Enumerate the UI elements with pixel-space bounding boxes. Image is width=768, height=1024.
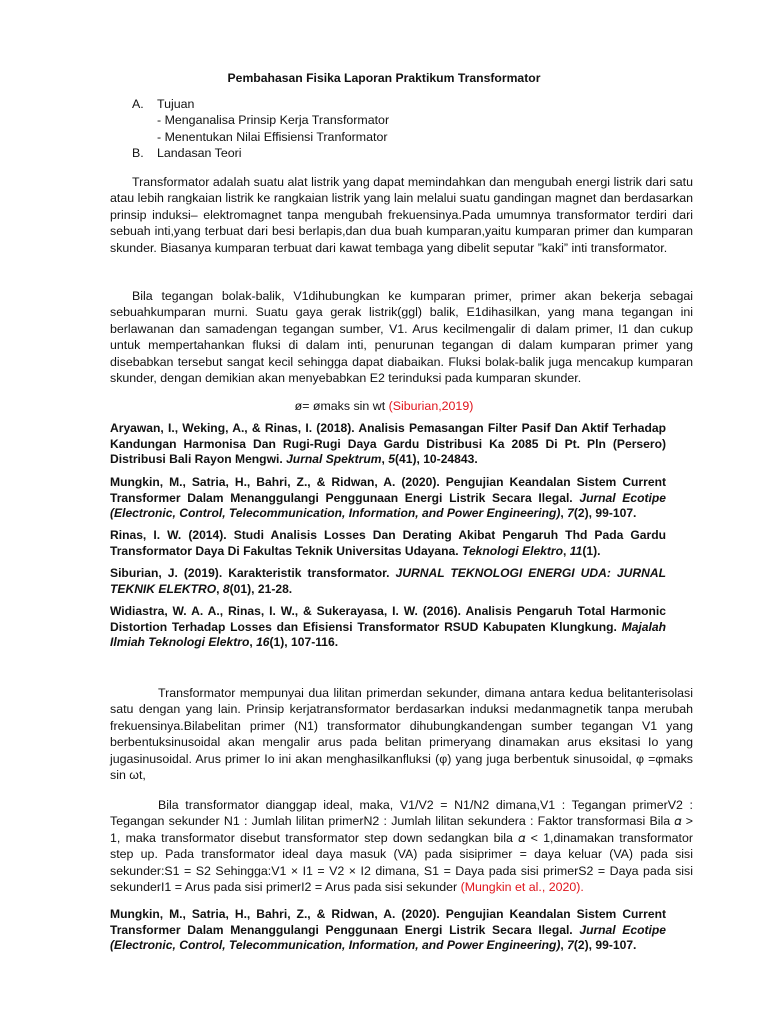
reference-journal: Jurnal Ecotipe (Electronic, Control, Telecommunication, Information, and Power Engineering)	[110, 490, 666, 520]
paragraph-text: Transformator adalah suatu alat listrik yang dapat memindahkan dan mengubah energi listrik dari satu atau lebih rangkaian listrik ke rangkaian listrik yang lain melalui suatu gandingan magnet dan berdasarkan prinsip induksi– elektromagnet tanpa mengubah frekuensinya.Pada umumnya transformator terdiri dari sebuah inti,yang terbuat dari besi berlapis,dan dua buah kumparan,yaitu kumparan primer dan kumparan skunder. Biasanya kumparan terbuat dari kawat tembaga yang dibelit seputar ”kaki” inti transformator.	[110, 175, 693, 255]
reference-entry: Siburian, J. (2019). Karakteristik transformator. JURNAL TEKNOLOGI ENERGI UDA: JURNAL TEKNIK ELEKTRO, 8(01), 21-28.	[110, 566, 666, 596]
paragraph-text: Bila tegangan bolak-balik, V1dihubungkan ke kumparan primer, primer akan bekerja sebagai sebuahkumparan murni. Suatu gaya gerak listrik(ggl) balik, E1dihasilkan, yang mana tegangan ini berlawanan dan samadengan tegangan sumber, V1. Arus kecilmengalir di dalam primer, I1 dan cukup untuk mempertahankan fluksi di dalam inti, penurunan tegangan di dalam kumparan primer yang disebabkan tersebut sangat kecil sehingga dapat diabaikan. Fluksi bolak-balik juga mencakup kumparan skunder, dengan demikian akan menyebabkan E2 terinduksi pada kumparan skunder.	[110, 289, 693, 386]
reference-volume: 7	[567, 938, 574, 952]
paragraph-principle	[110, 288, 693, 386]
outline-subitem: - Menganalisa Prinsip Kerja Transformator	[157, 113, 390, 128]
reference-text: Rinas, I. W. (2014). Studi Analisis Losses Dan Derating Akibat Pengaruh Thd Pada Gardu Transformator Daya Di Fakultas Teknik Universitas Udayana.	[110, 528, 666, 558]
reference-pages: (1).	[582, 543, 601, 558]
paragraph-text: Bila transformator dianggap ideal, maka, V1/V2 = N1/N2 dimana,V1 : Tegangan primerV2 : Tegangan sekunder N1 : Jumlah lilitan primerN2 : Jumlah lilitan sekundera : Faktor transformasi Bila 𝛼 > 1, maka transformator disebut transformator step down sedangkan bila 𝛼 < 1,dinamakan transformator step up. Pada transformator ideal daya masuk (VA) pada sisiprimer = daya keluar (VA) pada sisi sekunder:S1 = S2 Sehingga:V1 × I1 = V2 × I2 dimana, S1 = Daya pada sisi primerS2 = Daya pada sisi sekunderI1 = Arus pada sisi primerI2 = Arus pada sisi sekunder	[110, 798, 693, 895]
formula-text: ø= ømaks sin wt	[294, 399, 386, 413]
paragraph-definition	[110, 174, 693, 256]
reference-text: Widiastra, W. A. A., Rinas, I. W., & Sukerayasa, I. W. (2016). Analisis Pengaruh Total Harmonic Distortion Terhadap Losses dan Efisiensi Transformator RSUD Kabupaten Klungkung.	[110, 604, 666, 634]
reference-journal: Majalah Ilmiah Teknologi Elektro	[110, 619, 666, 649]
formula-citation: (Siburian,2019)	[388, 399, 474, 413]
reference-pages: (01), 21-28.	[229, 581, 293, 596]
outline-item-tujuan	[132, 96, 389, 112]
reference-text: Aryawan, I., Weking, A., & Rinas, I. (2018). Analisis Pemasangan Filter Pasif Dan Aktif Terhadap Kandungan Harmonisa Dan Rugi-Rugi Daya Gardu Distribusi Ka 2085 Di Pt. Pln (Persero) Distribusi Bali Rayon Mengwi.	[110, 421, 666, 466]
reference-pages: (1), 107-116.	[269, 635, 339, 649]
reference-volume: 5	[388, 452, 395, 466]
reference-entry: Aryawan, I., Weking, A., & Rinas, I. (2018). Analisis Pemasangan Filter Pasif Dan Aktif Terhadap Kandungan Harmonisa Dan Rugi-Rugi Daya Gardu Distribusi Ka 2085 Di Pt. Pln (Persero) Distribusi Bali Rayon Mengwi. Jurnal Spektrum, 5(41), 10-24843.	[110, 421, 666, 466]
reference-journal: Jurnal Ecotipe (Electronic, Control, Telecommunication, Information, and Power Engineering)	[110, 922, 666, 952]
reference-volume: 7	[567, 506, 574, 520]
outline-heading: Landasan Teori	[157, 146, 242, 161]
reference-journal: Jurnal Spektrum	[286, 452, 382, 466]
reference-journal: JURNAL TEKNOLOGI ENERGI UDA: JURNAL TEKNIK ELEKTRO	[110, 566, 666, 596]
outline-letter: A.	[132, 97, 144, 111]
reference-text: Mungkin, M., Satria, H., Bahri, Z., & Ridwan, A. (2020). Pengujian Keandalan Sistem Current Transformer Dalam Menanggulangi Penggunaan Energi Listrik Secara Ilegal.	[110, 475, 666, 505]
reference-entry: Mungkin, M., Satria, H., Bahri, Z., & Ridwan, A. (2020). Pengujian Keandalan Sistem Current Transformer Dalam Menanggulangi Penggunaan Energi Listrik Secara Ilegal. Jurnal Ecotipe (Electronic, Control, Telecommunication, Information, and Power Engineering), 7(2), 99-107.	[110, 475, 666, 520]
outline-letter: B.	[132, 146, 144, 161]
paragraph-citation: (Mungkin et al., 2020).	[460, 880, 584, 895]
reference-volume: 16	[256, 635, 270, 649]
page-title: Pembahasan Fisika Laporan Praktikum Transformator	[227, 71, 541, 85]
reference-volume: 11	[569, 543, 583, 558]
paragraph-text: Transformator mempunyai dua lilitan primerdan sekunder, dimana antara kedua belitanterisolasi satu dengan yang lain. Prinsip kerjatransformator berdasarkan induksi medanmagnetik tanpa merubah frekuensinya.Bilabelitan primer (N1) transformator dihubungkandengan sumber tegangan V1 yang berbentuksinusoidal akan mengalir arus pada belitan primeryang dinamakan arus eksitasi Io yang jugasinusoidal. Arus primer Io ini akan menghasilkanfluksi (φ) yang juga berbentuk sinusoidal, φ =φmaks sin ωt,	[110, 686, 693, 783]
outline-list	[132, 96, 389, 162]
formula-line	[0, 398, 768, 414]
reference-volume: 8	[222, 581, 230, 596]
reference-pages: (2), 99-107.	[573, 506, 637, 520]
reference-entry: Rinas, I. W. (2014). Studi Analisis Losses Dan Derating Akibat Pengaruh Thd Pada Gardu Transformator Daya Di Fakultas Teknik Universitas Udayana. Teknologi Elektro, 11(1).	[110, 528, 666, 558]
paragraph-windings	[110, 685, 693, 783]
reference-pages: (2), 99-107.	[573, 938, 637, 952]
outline-subitem: - Menentukan Nilai Effisiensi Tranformator	[157, 129, 388, 144]
reference-entry: Mungkin, M., Satria, H., Bahri, Z., & Ridwan, A. (2020). Pengujian Keandalan Sistem Current Transformer Dalam Menanggulangi Penggunaan Energi Listrik Secara Ilegal. Jurnal Ecotipe (Electronic, Control, Telecommunication, Information, and Power Engineering), 7(2), 99-107.	[110, 907, 666, 952]
reference-pages: (41), 10-24843.	[394, 452, 478, 466]
reference-text: Siburian, J. (2019). Karakteristik transformator.	[110, 566, 390, 580]
paragraph-ideal-transformer	[110, 797, 693, 895]
reference-journal: Teknologi Elektro	[462, 543, 564, 558]
outline-heading: Tujuan	[157, 97, 195, 111]
reference-text: Mungkin, M., Satria, H., Bahri, Z., & Ridwan, A. (2020). Pengujian Keandalan Sistem Current Transformer Dalam Menanggulangi Penggunaan Energi Listrik Secara Ilegal.	[110, 907, 666, 937]
outline-item-landasan	[132, 145, 389, 161]
reference-entry: Widiastra, W. A. A., Rinas, I. W., & Sukerayasa, I. W. (2016). Analisis Pengaruh Total Harmonic Distortion Terhadap Losses dan Efisiensi Transformator RSUD Kabupaten Klungkung. Majalah Ilmiah Teknologi Elektro, 16(1), 107-116.	[110, 604, 666, 649]
